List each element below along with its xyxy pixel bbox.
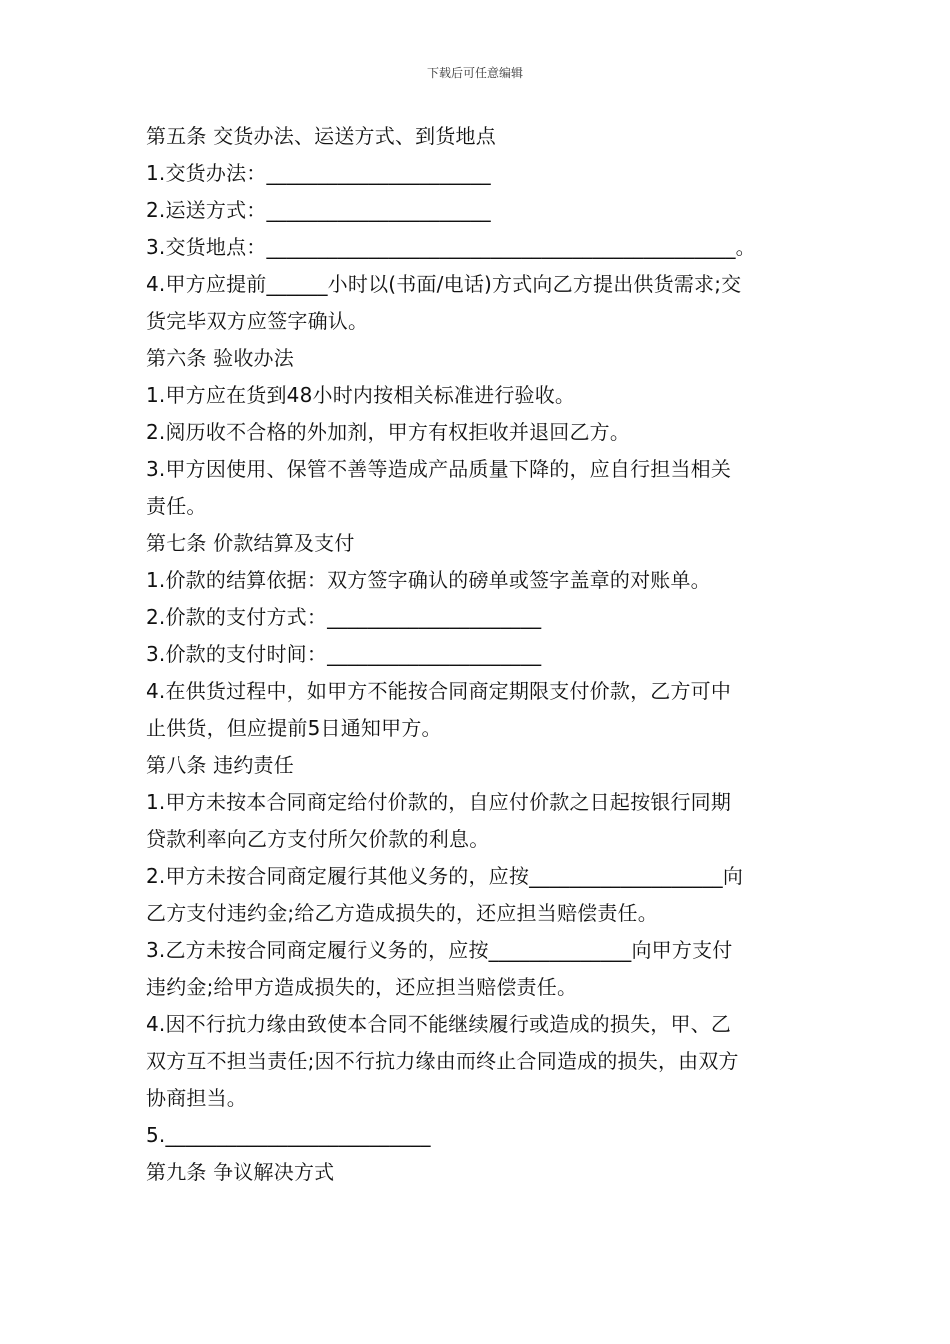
article-5-item-4-line-2: 货完毕双方应签字确认。 — [146, 309, 369, 333]
article-8-item-2-line-1: 2.甲方未按合同商定履行其他义务的，应按___________________向 — [146, 864, 744, 888]
article-6-item-3-line-1: 3.甲方因使用、保管不善等造成产品质量下降的，应自行担当相关 — [146, 457, 732, 481]
article-5-item-3: 3.交货地点：______________________________________________。 — [146, 235, 756, 259]
page-header: 下载后可任意编辑 — [426, 66, 523, 80]
article-6-item-2: 2.阅历收不合格的外加剂，甲方有权拒收并退回乙方。 — [146, 420, 631, 444]
article-7-item-4-line-2: 止供货，但应提前5日通知甲方。 — [146, 716, 442, 740]
article-8-item-4-line-1: 4.因不行抗力缘由致使本合同不能继续履行或造成的损失，甲、乙 — [146, 1012, 732, 1036]
document-body — [146, 118, 808, 1191]
article-8-item-3-line-1: 3.乙方未按合同商定履行义务的，应按______________向甲方支付 — [146, 938, 733, 962]
article-8-item-1-line-2: 贷款利率向乙方支付所欠价款的利息。 — [146, 827, 490, 851]
article-7-item-3: 3.价款的支付时间：_____________________ — [146, 642, 542, 666]
article-5-item-1: 1.交货办法：______________________ — [146, 161, 491, 185]
article-7-item-2: 2.价款的支付方式：_____________________ — [146, 605, 542, 629]
article-7-item-4-line-1: 4.在供货过程中，如甲方不能按合同商定期限支付价款，乙方可中 — [146, 679, 732, 703]
article-6-item-1: 1.甲方应在货到48小时内按相关标准进行验收。 — [146, 383, 576, 407]
article-6-item-3-line-2: 责任。 — [146, 494, 207, 518]
article-8-item-4-line-3: 协商担当。 — [146, 1086, 247, 1110]
article-7-item-1: 1.价款的结算依据：双方签字确认的磅单或签字盖章的对账单。 — [146, 568, 711, 592]
article-7-heading: 第七条 价款结算及支付 — [146, 531, 355, 555]
article-8-item-4-line-2: 双方互不担当责任;因不行抗力缘由而终止合同造成的损失，由双方 — [146, 1049, 739, 1073]
article-5-item-4-line-1: 4.甲方应提前______小时以(书面/电话)方式向乙方提出供货需求;交 — [146, 272, 742, 296]
article-8-item-5: 5.__________________________ — [146, 1123, 431, 1147]
article-5-item-2: 2.运送方式：______________________ — [146, 198, 491, 222]
article-8-item-3-line-2: 违约金;给甲方造成损失的，还应担当赔偿责任。 — [146, 975, 578, 999]
article-9-heading: 第九条 争议解决方式 — [146, 1160, 335, 1184]
article-6-heading: 第六条 验收办法 — [146, 346, 294, 370]
article-8-item-2-line-2: 乙方支付违约金;给乙方造成损失的，还应担当赔偿责任。 — [146, 901, 658, 925]
article-8-heading: 第八条 违约责任 — [146, 753, 294, 777]
article-8-item-1-line-1: 1.甲方未按本合同商定给付价款的，自应付价款之日起按银行同期 — [146, 790, 732, 814]
article-5-heading: 第五条 交货办法、运送方式、到货地点 — [146, 124, 496, 148]
